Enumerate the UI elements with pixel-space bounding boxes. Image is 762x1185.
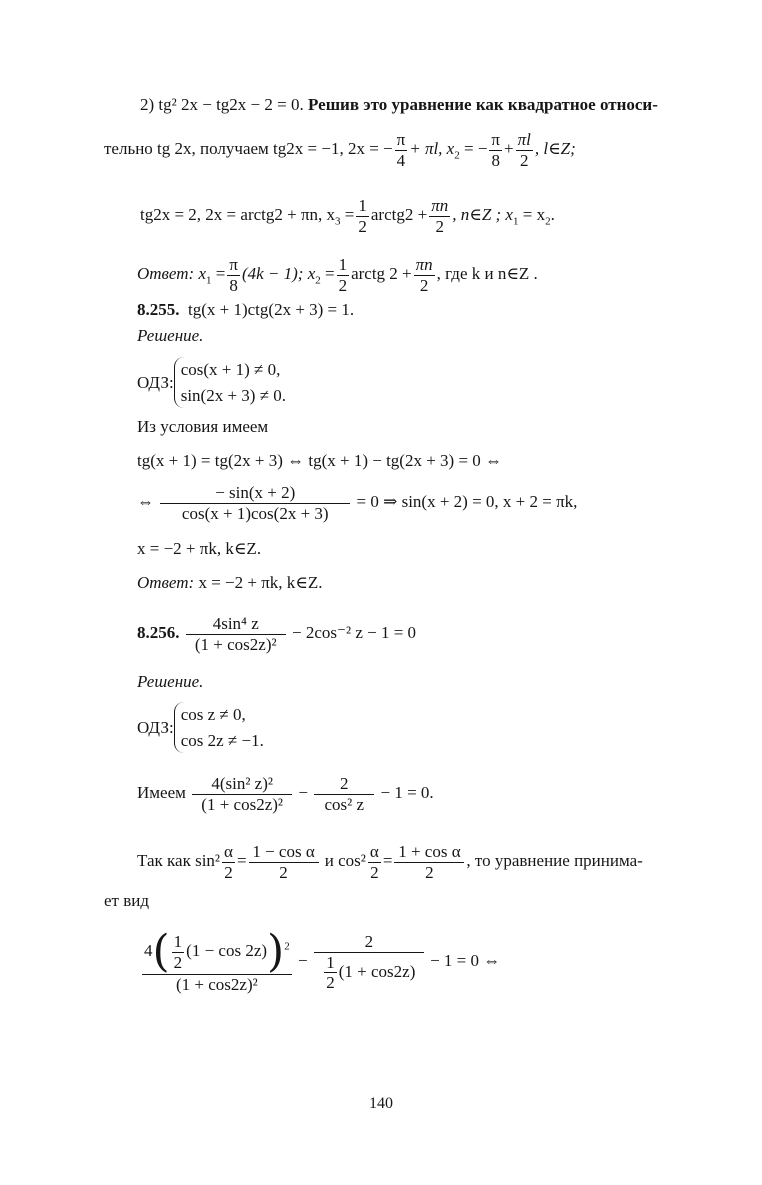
equation: arctg2 + xyxy=(370,204,428,224)
big-paren: ( xyxy=(152,926,170,977)
equation: tg2x = −1, 2x = − xyxy=(273,138,393,158)
answer-1 xyxy=(137,255,538,295)
equation-line xyxy=(137,483,577,523)
frac-den: 2 xyxy=(419,275,429,295)
frac-den: (1 + cos2z)² xyxy=(201,794,283,814)
equation: tg² 2x − tg2x − 2 = 0. xyxy=(158,95,304,114)
frac-den: 4 xyxy=(396,150,406,170)
odz-255 xyxy=(137,357,286,408)
subscript: 3 xyxy=(335,215,341,228)
frac-num: 1 + cos α xyxy=(394,842,464,863)
subscript: 1 xyxy=(512,215,519,228)
text: . xyxy=(550,204,555,224)
frac-den: 2 xyxy=(435,216,444,236)
equation: , n∈Z ; x xyxy=(452,204,513,224)
answer-255 xyxy=(137,574,323,591)
frac-num: πn xyxy=(431,196,449,215)
text: = xyxy=(382,850,393,870)
frac-den: (1 + cos2z)² xyxy=(176,975,258,994)
equation: , где k и n∈Z . xyxy=(436,263,538,283)
problem-255-header xyxy=(137,301,354,318)
equation: = xyxy=(320,263,335,283)
frac-den: 2 xyxy=(519,150,529,170)
equation: tg2x = 2, 2x = arctg2 + πn, x xyxy=(140,204,336,224)
equation-line: x = −2 + πk, k∈Z. xyxy=(137,539,262,558)
problem-number: 8.256. xyxy=(137,622,180,642)
system-brace xyxy=(174,357,286,408)
problem-number: 8.255. xyxy=(137,300,180,319)
frac-num: πl xyxy=(517,130,531,149)
equation: x xyxy=(194,263,206,283)
answer-label: Ответ: xyxy=(137,263,195,283)
frac-den: 2 xyxy=(224,862,233,882)
odz-condition: cos 2z ≠ −1. xyxy=(180,730,264,750)
text: (1 − cos 2z) xyxy=(186,940,268,960)
text: − xyxy=(297,951,308,971)
frac-num: 2 xyxy=(314,774,374,795)
page-number: 140 xyxy=(369,1095,393,1112)
frac-num: π xyxy=(396,130,406,149)
frac-num: 1 xyxy=(358,196,367,215)
solution-label: Решение. xyxy=(137,326,204,345)
frac-num: 1 xyxy=(338,255,348,274)
frac-num: 2 xyxy=(314,932,424,953)
frac-num: − sin(x + 2) xyxy=(160,483,350,504)
frac-num: α xyxy=(224,842,233,861)
frac-den: 8 xyxy=(229,275,238,295)
intro-line-2: тельно tg 2x, получаем tg2x = −1, 2x = − $\frac{\pi}{4}$ + πl, $x_2$ = − $\frac{\pi}{8}$ + $\frac{\pi l}{2}$ , l∈Z; xyxy=(104,130,576,170)
text: ⇔ xyxy=(137,491,154,511)
text: = xyxy=(236,850,247,870)
odz-condition: sin(2x + 3) ≠ 0. xyxy=(180,385,287,405)
frac-num: 1 − cos α xyxy=(249,842,319,863)
frac-den: 8 xyxy=(491,150,500,170)
frac-num: πn xyxy=(415,255,433,274)
text: , то уравнение принима- xyxy=(466,850,643,870)
frac-num: 1 xyxy=(173,931,183,951)
intro-line-1 xyxy=(140,96,658,113)
odz-condition: cos z ≠ 0, xyxy=(180,705,246,724)
text: Решив это уравнение как квадратное относи- xyxy=(303,95,658,114)
equation: , l∈Z; xyxy=(534,138,576,158)
final-equation xyxy=(140,926,501,995)
frac-num: 4(sin² z)² xyxy=(192,774,292,795)
text-line xyxy=(137,842,643,882)
subscript: 2 xyxy=(454,149,460,162)
subscript: 2 xyxy=(315,274,321,287)
odz-condition: cos(x + 1) ≠ 0, xyxy=(180,360,281,379)
subscript: 2 xyxy=(545,215,551,228)
frac-den: cos(x + 1)cos(2x + 3) xyxy=(181,503,329,523)
equation: − 2cos⁻² z − 1 = 0 xyxy=(292,622,417,642)
system-brace xyxy=(174,702,264,753)
frac-den: 2 xyxy=(338,275,348,295)
equation: arctg 2 + xyxy=(351,263,412,283)
text: Из условия имеем xyxy=(137,417,269,436)
text: (1 + cos2z) xyxy=(338,961,416,981)
text: 4 xyxy=(144,940,153,960)
equation-line: tg(x + 1) = tg(2x + 3) ⇔ tg(x + 1) − tg(2x + 3) = 0 ⇔ xyxy=(137,451,503,470)
intro-line-3: tg2x = 2, 2x = arctg2 + πn, $x_3$ = $\frac{1}{2}$ arctg2 + $\frac{\pi n}{2}$ , n∈Z ; $x_1 = x_2$. xyxy=(140,196,555,236)
odz-label: ОДЗ: xyxy=(137,373,174,392)
frac-den: 2 xyxy=(358,216,367,236)
frac-den: 2 xyxy=(326,973,335,993)
frac-den: 2 xyxy=(370,862,379,882)
frac-den: cos² z xyxy=(324,794,365,814)
frac-num: π xyxy=(229,255,238,274)
answer-value: x = −2 + πk, k∈Z. xyxy=(194,573,323,592)
equation: − 1 = 0 ⇔ xyxy=(430,951,501,971)
problem-256-header xyxy=(137,614,416,654)
equation: = − xyxy=(459,138,488,158)
frac-den: 2 xyxy=(173,952,183,972)
equation: = x xyxy=(518,204,546,224)
frac-num: 1 xyxy=(326,952,335,972)
text-line: ет вид xyxy=(104,891,149,910)
text: Так как sin² xyxy=(137,850,221,870)
solution-label: Решение. xyxy=(137,672,204,691)
frac-num: π xyxy=(491,130,501,149)
superscript: 2 xyxy=(284,940,290,953)
text: − xyxy=(298,782,308,802)
frac-den: 2 xyxy=(425,862,434,882)
frac-num: α xyxy=(369,842,379,861)
frac-den: (1 + cos2z)² xyxy=(194,634,277,654)
odz-label: ОДЗ: xyxy=(137,718,174,737)
answer-label: Ответ: xyxy=(137,573,195,592)
equation: = 0 ⇒ sin(x + 2) = 0, x + 2 = πk, xyxy=(356,491,578,511)
equation-line xyxy=(137,774,434,814)
equation: + πl, x xyxy=(409,138,455,158)
equation: = xyxy=(211,263,226,283)
equation: (4k − 1); x xyxy=(241,263,316,283)
odz-256 xyxy=(137,702,264,753)
text: тельно tg 2x, получаем xyxy=(104,138,274,158)
text: и cos² xyxy=(324,850,366,870)
problem-equation: tg(x + 1)ctg(2x + 3) = 1. xyxy=(188,300,355,319)
frac-num: 4sin⁴ z xyxy=(186,614,286,635)
item-number: 2) xyxy=(140,95,159,114)
subscript: 1 xyxy=(206,274,212,287)
big-paren: ) xyxy=(267,926,285,977)
frac-den: 2 xyxy=(279,862,288,882)
text: Имеем xyxy=(137,782,186,802)
equation: − 1 = 0. xyxy=(380,782,434,802)
